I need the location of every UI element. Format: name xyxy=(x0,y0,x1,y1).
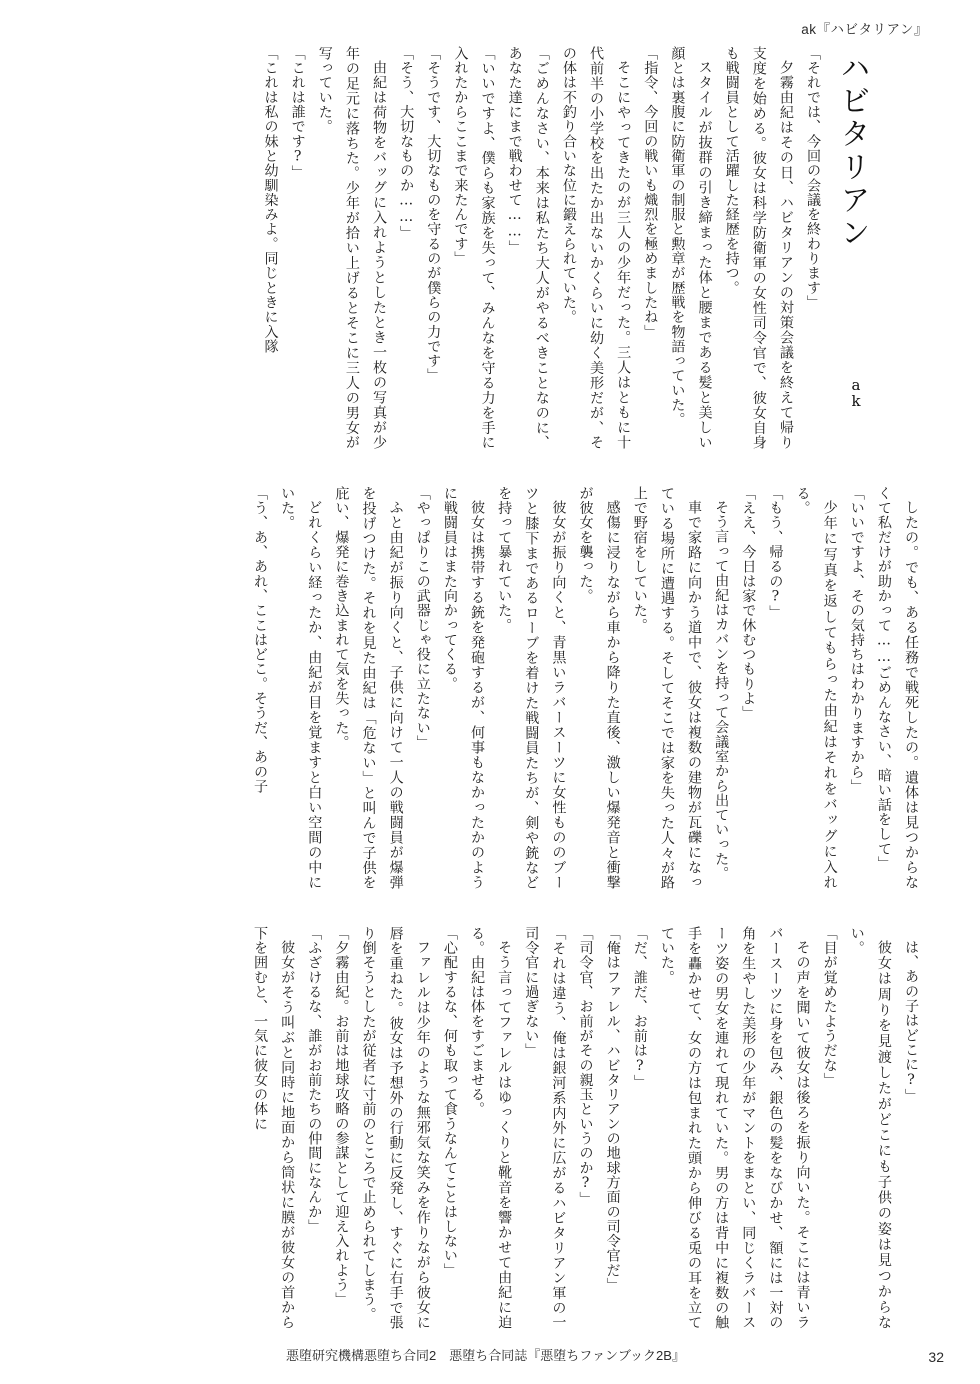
body-paragraph: そう言って由紀はカバンを持って会議室から出ていった。 xyxy=(713,500,730,881)
footer-publication-note: 悪堕研究機構悪堕ち合同2 悪堕ち合同誌『悪堕ちファンブック2B』 xyxy=(286,1348,685,1363)
body-paragraph: その声を聞いて彼女は後ろを振り向いた。そこには青いラバースーツに身を包み、銀色の髪をなびかせ、額には一対の角を生やした美形の少年がマントをまとい、同じくラバースーツ姿の男女を連れて現れていた。男の方は背中に複数の触手を轟かせて、女の方は包まれた頭から伸びる兎の耳を立てていた。 xyxy=(658,926,811,1330)
body-paragraph: 「夕霧由紀。お前は地球攻略の参謀として迎え入れよう」 xyxy=(333,926,350,1307)
running-header: ak『ハビタリアン』 xyxy=(801,22,928,37)
body-paragraph: 彼女が振り向くと、青黒いラバースーツに女性もののブーツと膝下まであるローブを着けた戦闘員たちが、剣や銃などを持って暴れていた。 xyxy=(496,486,567,890)
body-paragraph: 「いいですよ、僕らも家族を失って、みんなを守る力を手に入れたからここまで来たんです」 xyxy=(452,46,496,450)
body-paragraph: 車で家路に向かう道中で、彼女は複数の建物が瓦礫になっている場所に遭遇する。そしてそこでは家を失った人々が路上で野宿をしていた。 xyxy=(631,486,702,890)
body-paragraph: 「やっぱりこの武器じゃ役に立たない」 xyxy=(414,486,431,750)
title-area xyxy=(836,52,882,452)
body-paragraph: 彼女は携帯する銃を発砲するが、何事もなかったかのように戦闘員はまた向かってくる。 xyxy=(441,486,485,890)
body-paragraph: 夕霧由紀はその日、ハビタリアンの対策会議を終えて帰り支度を始める。彼女は科学防衛軍の女性司令官で、彼女自身も戦闘員として活躍した経歴を持つ。 xyxy=(723,46,794,450)
body-paragraph: は、あの子はどこに?」 xyxy=(903,940,919,1104)
body-paragraph: 「ふざけるな、誰がお前たちの仲間になんか」 xyxy=(306,926,323,1234)
body-paragraph: 彼女がそう叫ぶと同時に地面から筒状に膜が彼女の首から下を囲むと、一気に彼女の体に xyxy=(252,926,296,1330)
body-text-block-3 xyxy=(62,926,924,1330)
body-paragraph: 「もう、帰るの?」 xyxy=(767,486,784,620)
body-paragraph: 「ごめんなさい、本来は私たち大人がやるべきことなのに、あなた達にまで戦わせて……」 xyxy=(506,46,550,450)
body-paragraph: したの。でも、ある任務で戦死したの。遺体は見つからなくて私だけが助かって……ごめんなさい、暗い話をして」 xyxy=(875,486,919,890)
body-paragraph: そう言ってファレルはゆっくりと靴音を響かせて由紀に迫る。由紀は体をすごませる。 xyxy=(469,926,513,1330)
body-paragraph: ファレルは少年のような無邪気な笑みを作りながら彼女に唇を重ねた。彼女は予想外の行動に反発し、すぐに右手で張り倒そうとしたが従者に寸前のところで止められてしまう。 xyxy=(360,926,431,1330)
body-paragraph: 「いいですよ、その気持ちはわかりますから」 xyxy=(848,486,865,794)
body-paragraph: 「それでは、今回の会議を終わります」 xyxy=(805,46,821,310)
author-letter-1: a xyxy=(851,376,861,394)
author-byline xyxy=(840,377,872,409)
body-paragraph: 由紀は荷物をバッグに入れようとしたとき一枚の写真が少年の足元に落ちた。少年が拾い上げるとそこに三人の男女が写っていた。 xyxy=(316,46,387,450)
body-paragraph: 「目が覚めたようだな」 xyxy=(821,926,838,1088)
body-paragraph: 「俺はファレル、ハビタリアンの地球方面の司令官だ」 xyxy=(604,926,621,1293)
author-letter-2: k xyxy=(851,392,861,411)
body-paragraph: 「これは誰です?」 xyxy=(289,46,306,180)
body-paragraph: 「そう、大切なものか……」 xyxy=(398,46,415,241)
body-paragraph: 「ええ、今日は家で休むつもりよ」 xyxy=(740,486,757,721)
body-text-block-1 xyxy=(136,46,826,450)
body-paragraph: 感傷に浸りながら車から降りた直後、激しい爆発音と衝撃が彼女を襲った。 xyxy=(577,486,621,890)
body-paragraph: ふと由紀が振り向くと、子供に向けて一人の戦闘員が爆弾を投げつけた。それを見た由紀は「危ない」と叫んで子供を庇い、爆発に巻き込まれて気を失った。 xyxy=(333,486,404,890)
body-paragraph: どれくらい経ったか、由紀が目を覚ますと白い空間の中にいた。 xyxy=(279,486,323,890)
page-title: ハビタリアン xyxy=(834,52,870,250)
body-paragraph: スタイルが抜群の引き締まった体と腰まである髪と美しい顔とは裏腹に防衛軍の制服と勲章が歴戦を物語っていた。 xyxy=(669,46,713,450)
body-paragraph: 少年に写真を返してもらった由紀はそれをバッグに入れる。 xyxy=(794,486,838,890)
body-paragraph: 「そうです、大切なものを守るのが僕らの力です」 xyxy=(425,46,442,383)
body-text-block-2 xyxy=(62,486,924,890)
body-paragraph: 「だ、誰だ、お前は?」 xyxy=(631,926,648,1090)
body-paragraph: 「司令官、お前がその親玉というのか?」 xyxy=(577,926,594,1207)
page-number: 32 xyxy=(928,1349,944,1365)
body-paragraph: そこにやってきたのが三人の少年だった。三人はともに十代前半の小学校を出たか出ないかくらいに幼く美形だが、その体は不釣り合いな位に鍛えられていた。 xyxy=(560,46,632,450)
body-paragraph: 「それは違う、俺は銀河系内外に広がるハビタリアン軍の一司令官に過ぎない」 xyxy=(523,926,567,1330)
body-paragraph: 「う、あ、あれ、ここはどこ。そうだ、あの子 xyxy=(252,486,268,794)
body-paragraph: 「指令、今回の戦いも熾烈を極めましたね」 xyxy=(642,46,659,339)
body-paragraph: 「これは私の妹と幼馴染みよ。同じときに入隊 xyxy=(262,46,279,354)
body-paragraph: 「心配するな、何も取って食うなんてことはしない」 xyxy=(441,926,458,1278)
body-paragraph: 彼女は周りを見渡したがどこにも子供の姿は見つからない。 xyxy=(848,926,892,1330)
